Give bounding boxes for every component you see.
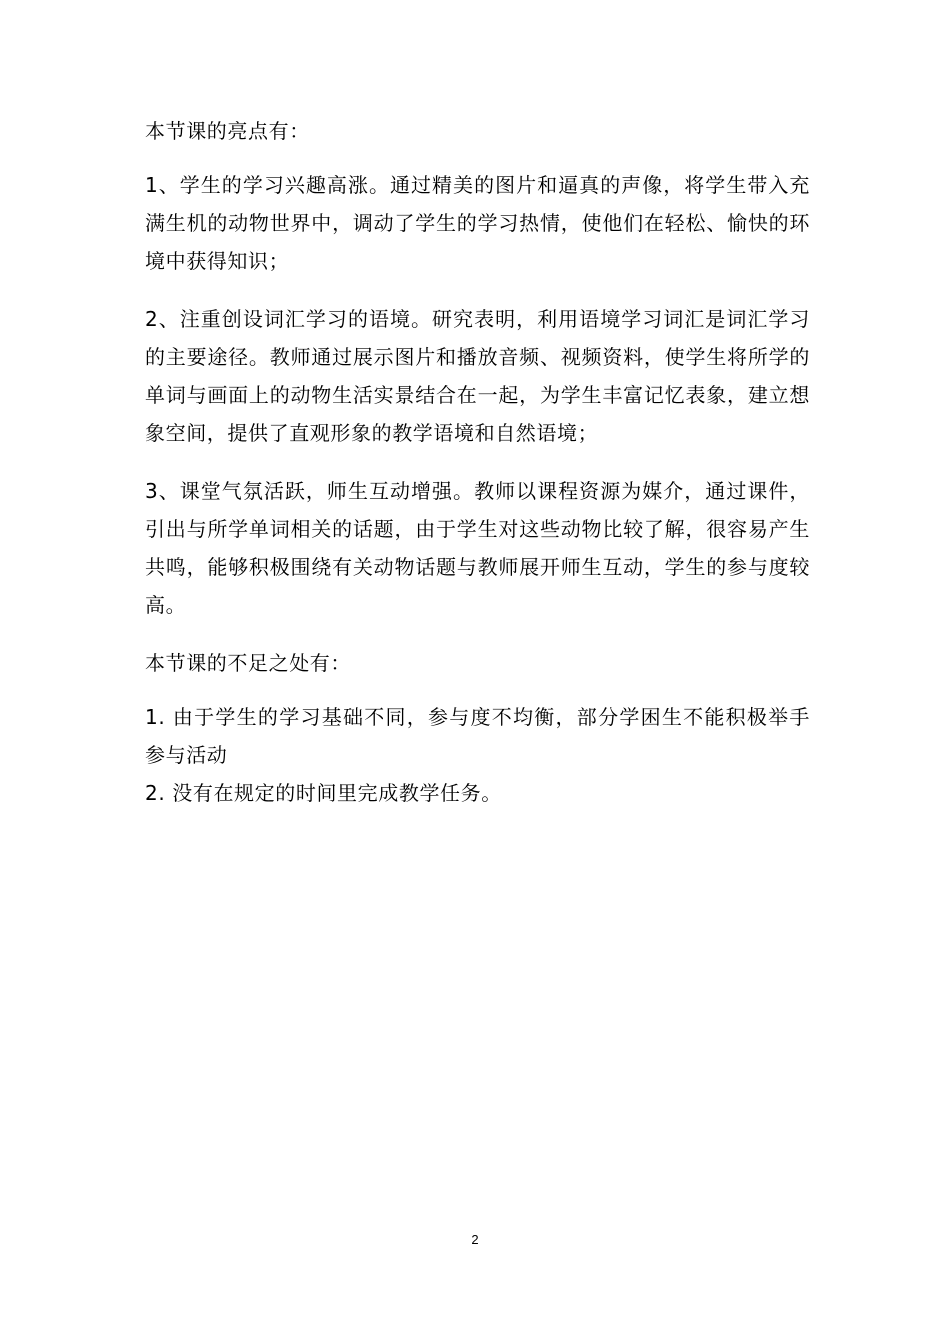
- page-number: 2: [471, 1232, 479, 1247]
- highlight-item-1: 1、学生的学习兴趣高涨。通过精美的图片和逼真的声像，将学生带入充满生机的动物世界中，调动了学生的学习热情，使他们在轻松、愉快的环境中获得知识；: [145, 173, 810, 273]
- highlight-item-2: 2、注重创设词汇学习的语境。研究表明，利用语境学习词汇是词汇学习的主要途径。教师通过展示图片和播放音频、视频资料，使学生将所学的单词与画面上的动物生活实景结合在一起，为学生丰富记忆表象，建立想象空间，提供了直观形象的教学语境和自然语境；: [145, 307, 810, 445]
- shortcoming-item-2: 2. 没有在规定的时间里完成教学任务。: [145, 781, 502, 805]
- shortcoming-item-1: 1. 由于学生的学习基础不同，参与度不均衡，部分学困生不能积极举手参与活动: [145, 705, 810, 767]
- highlights-heading: 本节课的亮点有：: [145, 119, 310, 143]
- shortcomings-heading: 本节课的不足之处有：: [145, 651, 351, 675]
- document-body: [145, 112, 810, 812]
- highlight-item-3: 3、课堂气氛活跃，师生互动增强。教师以课程资源为媒介，通过课件，引出与所学单词相关的话题，由于学生对这些动物比较了解，很容易产生共鸣，能够积极围绕有关动物话题与教师展开师生互动，学生的参与度较高。: [145, 479, 810, 617]
